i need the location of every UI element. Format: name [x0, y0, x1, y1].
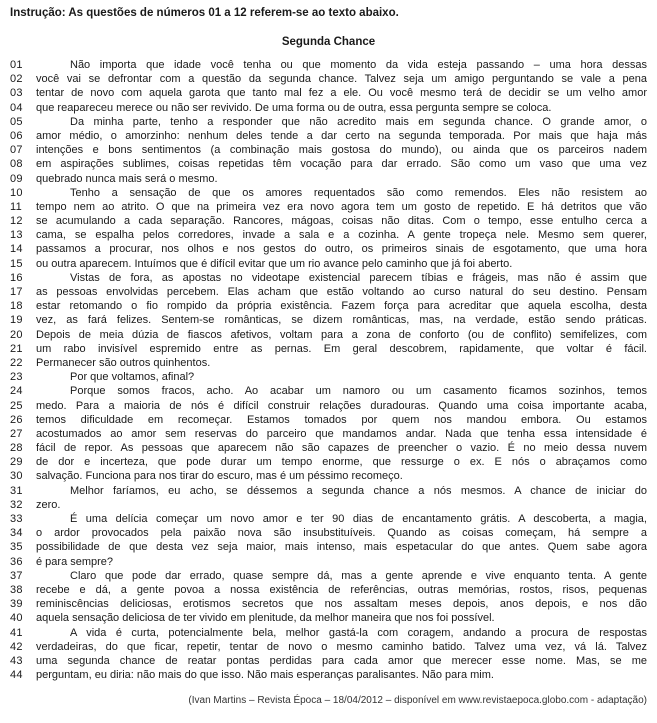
- line-number: 09: [10, 172, 23, 185]
- line-text: o ardor provocados pela paixão nova são insubstituíveis. Quando as coisas começam, há sempre a: [36, 527, 647, 540]
- line-text: é para sempre?: [36, 555, 114, 568]
- line-number: 27: [10, 427, 23, 440]
- line-text: possibilidade de que desta vez seja maior, mais intenso, mais espetacular do que antes. Quem sabe agora: [36, 541, 647, 554]
- line-number: 30: [10, 470, 23, 483]
- text-line: [10, 413, 647, 427]
- line-number: 28: [10, 442, 23, 455]
- line-number: 26: [10, 413, 23, 426]
- text-line: [10, 640, 647, 654]
- line-text: Claro que pode dar errado, quase sempre dá, mas a gente aprende e vive enquanto tenta. A gente: [70, 569, 647, 582]
- line-number: 36: [10, 555, 23, 568]
- text-line: [10, 526, 647, 540]
- line-number: 05: [10, 115, 23, 128]
- text-line: [10, 214, 647, 228]
- text-line: [10, 469, 647, 483]
- line-text: perguntam, eu diria: não mais do que isso. Não mais esperanças paralisantes. Não para mim.: [36, 669, 494, 682]
- line-text: Melhor faríamos, eu acho, se déssemos a segunda chance a nós mesmos. A chance de iniciar do: [70, 484, 647, 497]
- text-line: [10, 654, 647, 668]
- text-line: [10, 668, 647, 682]
- line-text: amor médio, o amorzinho: nenhum deles tende a dar certo na segunda temporada. Por mais que haja más: [36, 129, 647, 142]
- text-line: [10, 157, 647, 171]
- line-text: Vistas de fora, as apostas no videotape existencial parecem tíbias e frágeis, mas não é assim que: [70, 271, 647, 284]
- text-line: [10, 611, 647, 625]
- line-number: 04: [10, 101, 23, 114]
- text-line: [10, 58, 647, 72]
- text-line: [10, 271, 647, 285]
- text-line: [10, 285, 647, 299]
- line-text: Não importa que idade você tenha ou que momento da vida esteja passando – uma hora dessas: [70, 59, 647, 71]
- line-text: um rabo invisível espremido entre as pernas. Em geral descobrem, rapidamente, que voltar é fácil.: [36, 342, 647, 355]
- line-number: 22: [10, 356, 23, 369]
- line-number: 01: [10, 59, 23, 71]
- text-line: [10, 356, 647, 370]
- text-line: [10, 101, 647, 115]
- line-number: 12: [10, 215, 23, 228]
- text-line: [10, 257, 647, 271]
- text-line: [10, 427, 647, 441]
- line-text: tentar de novo com aquela garota que tanto mal fez a ele. Ou você mesmo terá de decidir se um velho amor: [36, 87, 647, 100]
- text-body: [10, 58, 647, 682]
- line-text: verdadeiras, do que ficar, repetir, tentar de novo o mesmo caminho batido. Talvez uma vez, vá lá. Talvez: [36, 640, 647, 653]
- line-text: uma segunda chance de reatar pontas perdidas para cada amor que merecer esse nome. Mas, se me: [36, 654, 647, 667]
- line-text: Depois de meia dúzia de fiascos afetivos, voltam para a zona de conforto (ou de conflito) semifelizes, com: [36, 328, 647, 341]
- line-number: 21: [10, 342, 23, 355]
- text-line: [10, 172, 647, 186]
- text-line: [10, 143, 647, 157]
- text-line: [10, 200, 647, 214]
- line-number: 31: [10, 484, 23, 497]
- line-number: 18: [10, 300, 23, 313]
- line-number: 19: [10, 314, 23, 327]
- text-line: [10, 441, 647, 455]
- text-line: [10, 186, 647, 200]
- line-text: intenções e bons sentimentos (a combinação mais gostosa do mundo), ou ainda que os parceiros nadem: [36, 144, 647, 157]
- line-text: A vida é curta, potencialmente bela, melhor gastá-la com coragem, andando a procura de respostas: [70, 626, 647, 639]
- line-number: 17: [10, 286, 23, 298]
- line-number: 29: [10, 456, 23, 469]
- text-line: [10, 370, 647, 384]
- line-number: 39: [10, 598, 23, 611]
- line-number: 41: [10, 626, 23, 639]
- line-text: tempo nem ao atrito. O que na primeira vez era novo agora tem um gosto de repetido. E há detritos que vão: [36, 200, 647, 213]
- line-number: 08: [10, 158, 23, 171]
- line-text: Por que voltamos, afinal?: [70, 371, 195, 384]
- line-text: temos dificuldade em recomeçar. Estamos tomados por quem nos mandou embora. Ou estamos: [36, 413, 647, 426]
- document-title: Segunda Chance: [281, 36, 376, 48]
- text-line: [10, 299, 647, 313]
- line-number: 13: [10, 229, 23, 242]
- line-text: Porque somos fracos, acho. Ao acabar um namoro ou um casamento ficamos sozinhos, temos: [70, 385, 647, 398]
- line-text: zero.: [36, 498, 61, 511]
- line-text: Tenho a sensação de que os amores requentados são como remendos. Eles não resistem ao: [70, 186, 647, 199]
- line-text: medo. Para a maioria de nós é difícil construir relações duradouras. Quando uma coisa importante acaba,: [36, 399, 647, 412]
- line-number: 44: [10, 669, 23, 682]
- text-line: [10, 512, 647, 526]
- line-number: 38: [10, 583, 23, 596]
- line-number: 20: [10, 328, 23, 341]
- line-number: 23: [10, 371, 23, 384]
- text-line: [10, 86, 647, 100]
- text-line: [10, 455, 647, 469]
- text-line: [10, 242, 647, 256]
- line-text: você vai se defrontar com a questão da segunda chance. Talvez seja um amigo perguntando se vale a pena: [36, 73, 647, 86]
- line-text: Da minha parte, tenho a responder que não acredito mais em segunda chance. O grande amor, o: [70, 115, 647, 128]
- text-line: [10, 498, 647, 512]
- line-text: cama, se espalha pelos corredores, invade a sala e a cozinha. A gente tropeça nele. Mesmo sem querer,: [36, 229, 647, 242]
- line-text: salvação. Funciona para nos tirar do escuro, mas é um péssimo recomeço.: [36, 470, 403, 483]
- line-text: acostumados ao amor sem reservas do parceiro que mandamos andar. Nada que tenha essa intensidade é: [36, 427, 647, 440]
- text-line: [10, 313, 647, 327]
- credit-line: (Ivan Martins – Revista Época – 18/04/2012 – disponível em www.revistaepoca.globo.com - adaptação): [188, 695, 647, 707]
- line-text: quebrado nunca mais será o mesmo.: [36, 172, 218, 185]
- text-line: [10, 597, 647, 611]
- line-text: vez, as fará felizes. Sentem-se românticas, se dizem românticas, mas, na verdade, estão sendo práticas.: [36, 314, 647, 327]
- text-line: [10, 228, 647, 242]
- text-line: [10, 583, 647, 597]
- line-text: fácil de repor. As pessoas que aparecem não são capazes de preencher o vazio. É no meio dessa nuvem: [36, 442, 647, 455]
- text-line: [10, 328, 647, 342]
- text-line: [10, 384, 647, 398]
- line-text: aquela sensação deliciosa de ter vivido em plenitude, da melhor maneira que nos foi possível.: [36, 612, 495, 625]
- line-text: ou outra aparecem. Intuímos que é difícil evitar que um rio avance pelo caminho que já foi aberto.: [36, 257, 513, 270]
- line-number: 16: [10, 271, 23, 284]
- line-text: reminiscências deliciosas, erotismos secretos que nos assaltam meses depois, anos depois, e nos dão: [36, 598, 647, 611]
- text-line: [10, 569, 647, 583]
- text-line: [10, 484, 647, 498]
- line-number: 37: [10, 569, 23, 582]
- line-number: 15: [10, 257, 23, 270]
- line-text: passamos a procurar, nos olhos e nos gestos do outro, os primeiros sinais de esgotamento, que uma hora: [36, 243, 647, 256]
- line-text: Permanecer são outros quinhentos.: [36, 356, 211, 369]
- text-line: [10, 540, 647, 554]
- line-number: 42: [10, 640, 23, 653]
- line-number: 24: [10, 385, 23, 398]
- line-number: 32: [10, 498, 23, 511]
- line-number: 03: [10, 87, 23, 100]
- line-number: 25: [10, 399, 23, 412]
- line-number: 02: [10, 73, 23, 86]
- line-text: se acumulando a cada separação. Rancores, mágoas, coisas não ditas. Com o tempo, esse entulho cerca a: [36, 215, 647, 228]
- line-number: 14: [10, 243, 23, 256]
- text-line: [10, 626, 647, 640]
- line-number: 11: [10, 200, 23, 213]
- text-line: [10, 555, 647, 569]
- line-number: 35: [10, 541, 23, 554]
- line-number: 06: [10, 129, 23, 142]
- line-text: que reapareceu merece ou não ser revivido. De uma forma ou de outra, essa pergunta sempre se coloca.: [36, 101, 552, 114]
- line-text: de dor e incerteza, que pode durar um tempo enorme, que ressurge o ex. E nós o abraçamos como: [36, 456, 647, 469]
- text-line: [10, 399, 647, 413]
- text-line: [10, 129, 647, 143]
- text-line: [10, 342, 647, 356]
- line-number: 07: [10, 144, 23, 157]
- line-text: recebe e dá, a gente povoa a nossa existência de referências, outras memórias, rostos, risos, pequenas: [36, 583, 647, 596]
- line-number: 33: [10, 513, 23, 525]
- line-number: 10: [10, 186, 23, 199]
- line-text: estar retomando o fio rompido da própria existência. Fazem força para acreditar que aquela escolha, desta: [36, 300, 647, 313]
- line-text: É uma delícia começar um novo amor e ter 90 dias de encantamento grátis. A descoberta, a magia,: [70, 513, 647, 525]
- instruction-line: Instrução: As questões de números 01 a 12 referem-se ao texto abaixo.: [10, 7, 399, 19]
- line-text: em aspirações sublimes, coisas repetidas têm vocação para dar errado. São como um vaso que uma vez: [36, 158, 647, 171]
- line-text: as pessoas envolvidas percebem. Elas acham que estão voltando ao curso natural do seu destino. Pensam: [36, 286, 647, 298]
- text-line: [10, 115, 647, 129]
- line-number: 40: [10, 612, 23, 625]
- line-number: 43: [10, 654, 23, 667]
- line-number: 34: [10, 527, 23, 540]
- text-line: [10, 72, 647, 86]
